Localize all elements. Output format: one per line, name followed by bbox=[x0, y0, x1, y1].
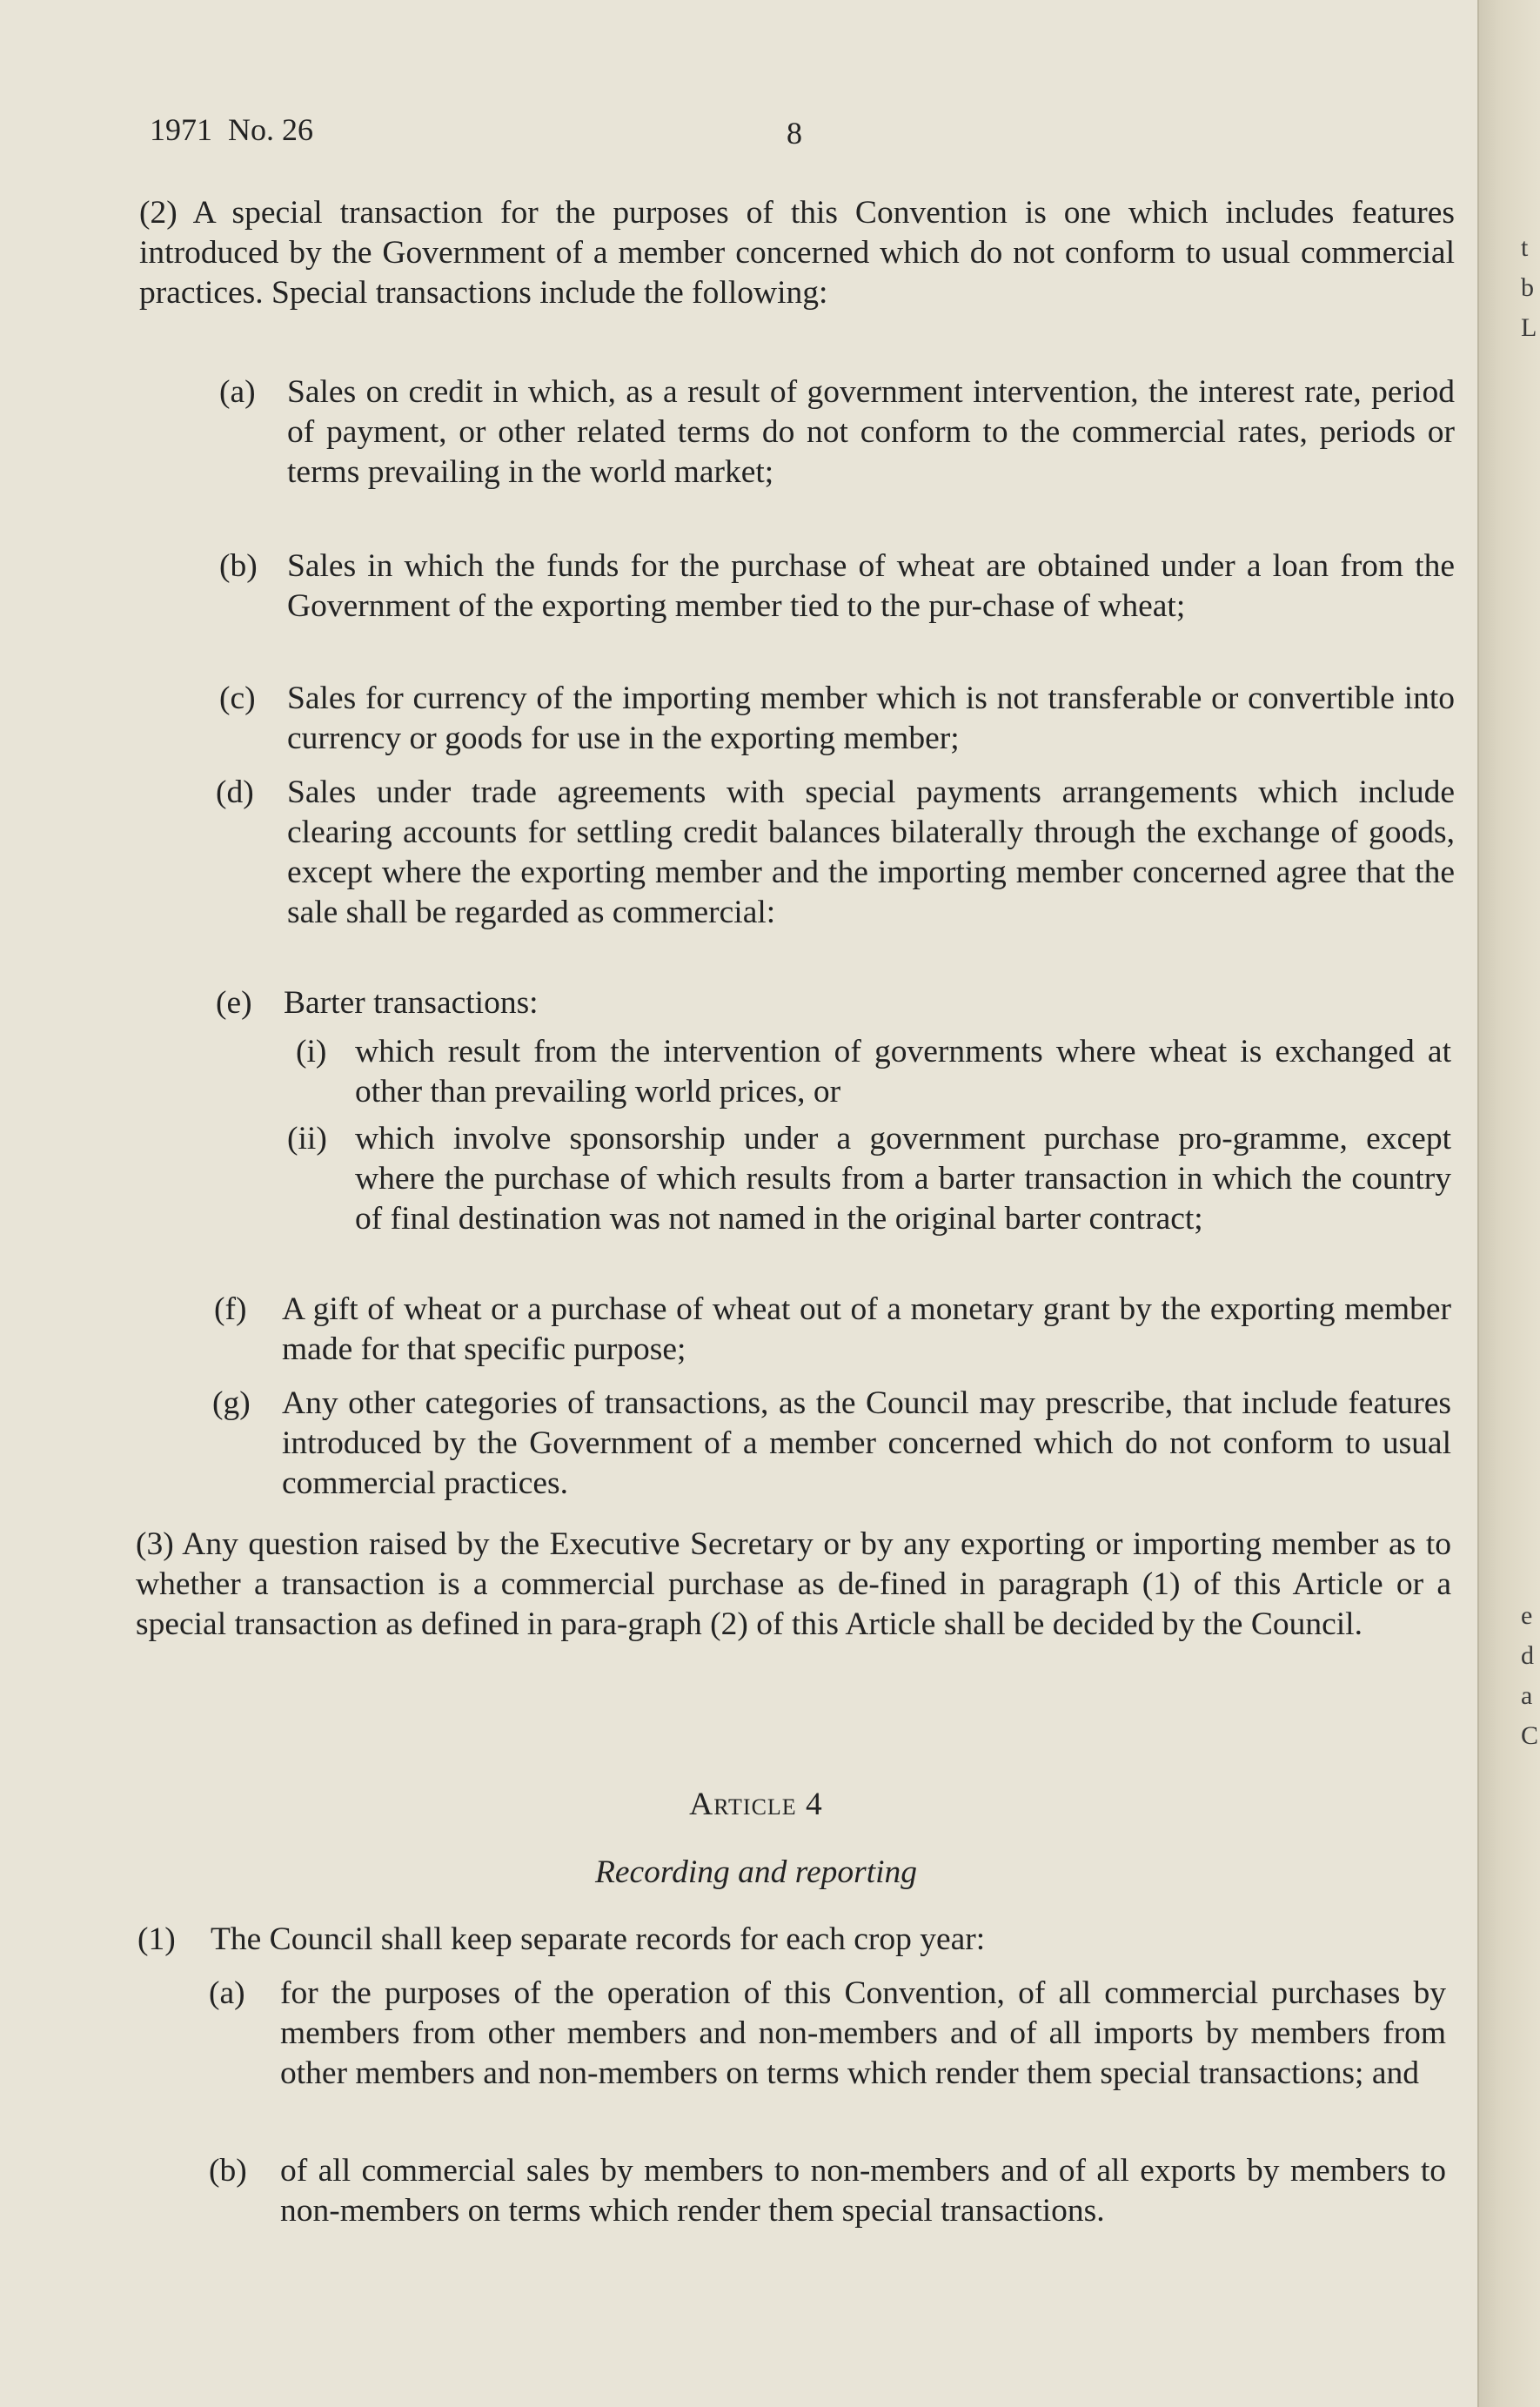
item-label-e: (e) bbox=[216, 985, 252, 1021]
edge-letter: e bbox=[1521, 1601, 1533, 1630]
article4-item-a-text: for the purposes of the operation of this Convention, of all commercial purchases by members from other members and non-members and of all imports by members from other members and non-members on terms which render them special transactions; and bbox=[280, 1975, 1446, 2091]
article4-para1-text: The Council shall keep separate records for each crop year: bbox=[211, 1921, 986, 1957]
statute-year-number: 1971 No. 26 bbox=[150, 112, 313, 147]
edge-letter: C bbox=[1521, 1721, 1539, 1750]
edge-letter: L bbox=[1521, 313, 1537, 342]
item-g-text: Any other categories of transactions, as the Council may prescribe, that include features introduced by the Government of a member concerned which do not conform to usual commercial practices. bbox=[282, 1385, 1451, 1501]
subitem-label-i: (i) bbox=[296, 1034, 327, 1069]
article-subheading: Recording and reporting bbox=[594, 1854, 918, 1890]
page-number: 8 bbox=[787, 116, 802, 151]
edge-letter: d bbox=[1521, 1641, 1534, 1670]
subitem-i-text: which result from the intervention of governments where wheat is exchanged at other than prevailing world prices, or bbox=[355, 1034, 1451, 1110]
item-e-text: Barter transactions: bbox=[284, 985, 539, 1021]
item-c-text: Sales for currency of the importing member which is not transferable or convertible into currency or goods for use in the exporting member; bbox=[287, 681, 1455, 756]
item-a-text: Sales on credit in which, as a result of government intervention, the interest rate, period of payment, or other related terms do not conform to the commercial rates, periods or terms prevailing in the world market; bbox=[287, 374, 1455, 490]
item-b-text: Sales in which the funds for the purchase of wheat are obtained under a loan from the Government of the exporting member tied to the pur-chase of wheat; bbox=[287, 548, 1455, 624]
item-f-text: A gift of wheat or a purchase of wheat out of a monetary grant by the exporting member made for that specific purpose; bbox=[282, 1291, 1451, 1367]
paragraph-2: (2) A special transaction for the purposes of this Convention is one which includes features introduced by the Government of a member concerned which do not conform to usual commercial practices. Special transactions include the following: bbox=[139, 195, 1455, 311]
item-label-c: (c) bbox=[219, 681, 256, 716]
article4-item-b-text: of all commercial sales by members to non-members and of all exports by members to non-members on terms which render them special transactions. bbox=[280, 2153, 1446, 2229]
article4-item-label-a: (a) bbox=[209, 1975, 245, 2011]
item-label-d: (d) bbox=[216, 774, 254, 810]
item-d-text: Sales under trade agreements with special payments arrangements which include clearing accounts for settling credit balances bilaterally through the exchange of goods, except where the exporting member and the importing member concerned agree that the sale shall be regarded as commercial: bbox=[287, 774, 1455, 930]
paragraph-3: (3) Any question raised by the Executive Secretary or by any exporting or importing member as to whether a transaction is a commercial purchase as de-fined in paragraph (1) of this Article or a special transaction as defined in para-graph (2) of this Article shall be decided by the Council. bbox=[136, 1526, 1451, 1642]
edge-letter: t bbox=[1521, 233, 1529, 262]
item-label-g: (g) bbox=[212, 1385, 251, 1421]
edge-letter: a bbox=[1521, 1681, 1533, 1710]
article4-item-label-b: (b) bbox=[209, 2153, 247, 2189]
subitem-ii-text: which involve sponsorship under a government purchase pro-gramme, except where the purchase of which results from a barter transaction in which the country of final destination was not named in the original barter contract; bbox=[355, 1121, 1451, 1237]
adjacent-page-edge bbox=[1477, 0, 1540, 2407]
page-header bbox=[150, 111, 1477, 151]
subitem-label-ii: (ii) bbox=[287, 1121, 327, 1157]
article4-para1-label: (1) bbox=[137, 1921, 176, 1957]
edge-letter: b bbox=[1521, 273, 1534, 302]
item-label-f: (f) bbox=[214, 1291, 247, 1327]
article-heading: Article 4 bbox=[689, 1787, 823, 1822]
item-label-a: (a) bbox=[219, 374, 256, 410]
item-label-b: (b) bbox=[219, 548, 258, 584]
